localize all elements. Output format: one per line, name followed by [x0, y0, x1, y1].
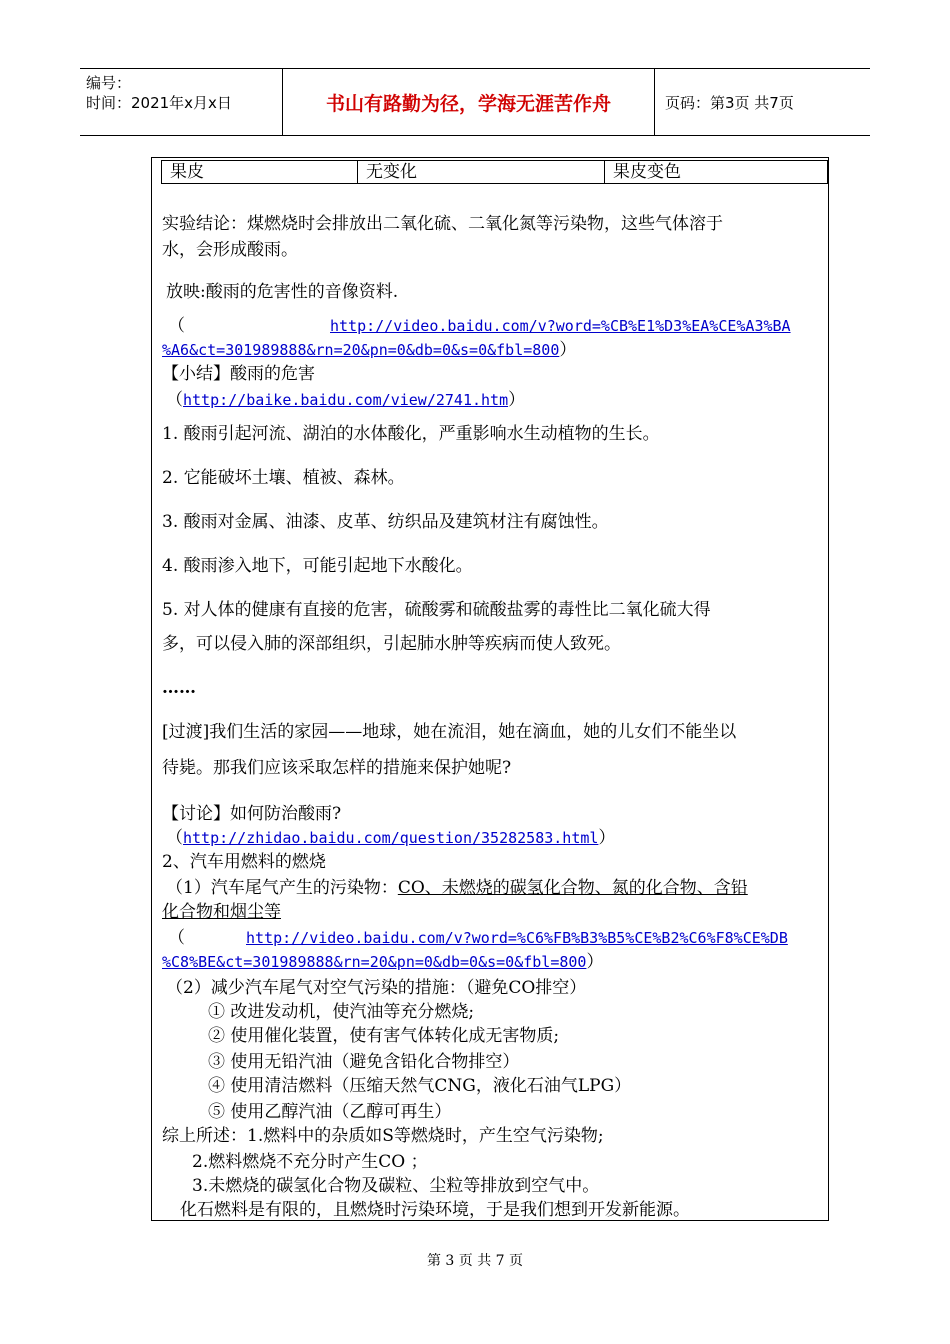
section-title: 2、汽车用燃料的燃烧: [162, 852, 326, 872]
header-motto: 书山有路勤为径，学海无涯苦作舟: [283, 69, 655, 135]
content-box: [151, 157, 829, 1221]
pollutants-text: CO、未燃烧的碳氢化合物、氮的化合物、含铅: [397, 878, 748, 898]
paren: ）: [586, 952, 604, 972]
ellipsis: ……: [162, 678, 196, 698]
paren: （: [166, 390, 183, 410]
summary-line: 综上所述：1.燃料中的杂质如S等燃烧时，产生空气污染物;: [162, 1126, 604, 1146]
video-link-2a[interactable]: http://video.baidu.com/v?word=%C6%FB%B3%B5%CE%B2%C6%F8%CE%DB: [246, 929, 788, 947]
list-item: 1. 酸雨引起河流、湖泊的水体酸化，严重影响水生动植物的生长。: [162, 424, 660, 444]
transition-line: 待毙。那我们应该采取怎样的措施来保护她呢?: [162, 758, 512, 778]
paren: ）: [598, 828, 616, 848]
measure-item: ④ 使用清洁燃料（压缩天然气CNG，液化石油气LPG）: [208, 1076, 632, 1096]
header-meta: [80, 69, 283, 135]
page-footer: 第 3 页 共 7 页: [426, 1253, 524, 1269]
list-item: 多，可以侵入肺的深部组织，引起肺水肿等疾病而使人致死。: [162, 634, 621, 654]
pollutants-prefix: （1）汽车尾气产生的污染物：: [166, 878, 398, 898]
final-line: 化石燃料是有限的，且燃烧时污染环境，于是我们想到开发新能源。: [180, 1200, 690, 1220]
list-item: 5. 对人体的健康有直接的危害，硫酸雾和硫酸盐雾的毒性比二氧化硫大得: [162, 600, 711, 620]
list-item: 2. 它能破坏土壤、植被、森林。: [162, 468, 405, 488]
page-header: [80, 68, 870, 136]
list-item: 4. 酸雨渗入地下，可能引起地下水酸化。: [162, 556, 473, 576]
list-item: 3. 酸雨对金属、油漆、皮革、纺织品及建筑材注有腐蚀性。: [162, 512, 609, 532]
transition-line: [过渡]我们生活的家园——地球，她在流泪，她在滴血，她的儿女们不能坐以: [162, 722, 737, 742]
measures-title: （2）减少汽车尾气对空气污染的措施：（避免CO排空）: [166, 978, 587, 998]
video-link-1a[interactable]: http://video.baidu.com/v?word=%CB%E1%D3%EA%CE%A3%BA: [330, 317, 791, 335]
pollutants-text: 化合物和烟尘等: [162, 902, 281, 922]
discuss-title: 【讨论】如何防治酸雨?: [162, 804, 342, 824]
video-link-1b[interactable]: %A6&ct=301989888&rn=20&pn=0&db=0&s=0&fbl=800: [162, 341, 560, 359]
baike-link[interactable]: http://baike.baidu.com/view/2741.htm: [183, 391, 509, 409]
table-cell: 无变化: [358, 161, 605, 183]
paren: （: [168, 316, 185, 336]
result-table-row: [161, 160, 828, 184]
show-line: 放映:酸雨的危害性的音像资料.: [166, 282, 399, 302]
doc-number-label: 编号：: [86, 74, 132, 92]
summary-line: 3.未燃烧的碳氢化合物及碳粒、尘粒等排放到空气中。: [192, 1176, 600, 1196]
doc-time-label: 时间：2021年x月x日: [86, 94, 232, 112]
table-cell: 果皮: [162, 161, 358, 183]
paren: ）: [559, 340, 577, 360]
measure-item: ③ 使用无铅汽油（避免含铅化合物排空）: [208, 1052, 520, 1072]
paren: （: [166, 828, 183, 848]
summary-line: 2.燃料燃烧不充分时产生CO ；: [192, 1152, 428, 1172]
conclusion-line: 实验结论：煤燃烧时会排放出二氧化硫、二氧化氮等污染物，这些气体溶于: [162, 214, 723, 234]
measure-item: ② 使用催化装置，使有害气体转化成无害物质;: [208, 1026, 560, 1046]
measure-item: ① 改进发动机，使汽油等充分燃烧;: [208, 1002, 475, 1022]
measure-item: ⑤ 使用乙醇汽油（乙醇可再生）: [208, 1102, 452, 1122]
zhidao-link[interactable]: http://zhidao.baidu.com/question/35282583.html: [183, 829, 599, 847]
header-page-info: 页码：第3页 共7页: [665, 93, 794, 112]
video-link-2b[interactable]: %C8%BE&ct=301989888&rn=20&pn=0&db=0&s=0&fbl=800: [162, 953, 587, 971]
paren: （: [168, 928, 185, 948]
paren: ）: [508, 390, 526, 410]
conclusion-line: 水，会形成酸雨。: [162, 240, 298, 260]
table-cell: 果皮变色: [613, 162, 681, 182]
summary-title: 【小结】酸雨的危害: [162, 364, 315, 384]
